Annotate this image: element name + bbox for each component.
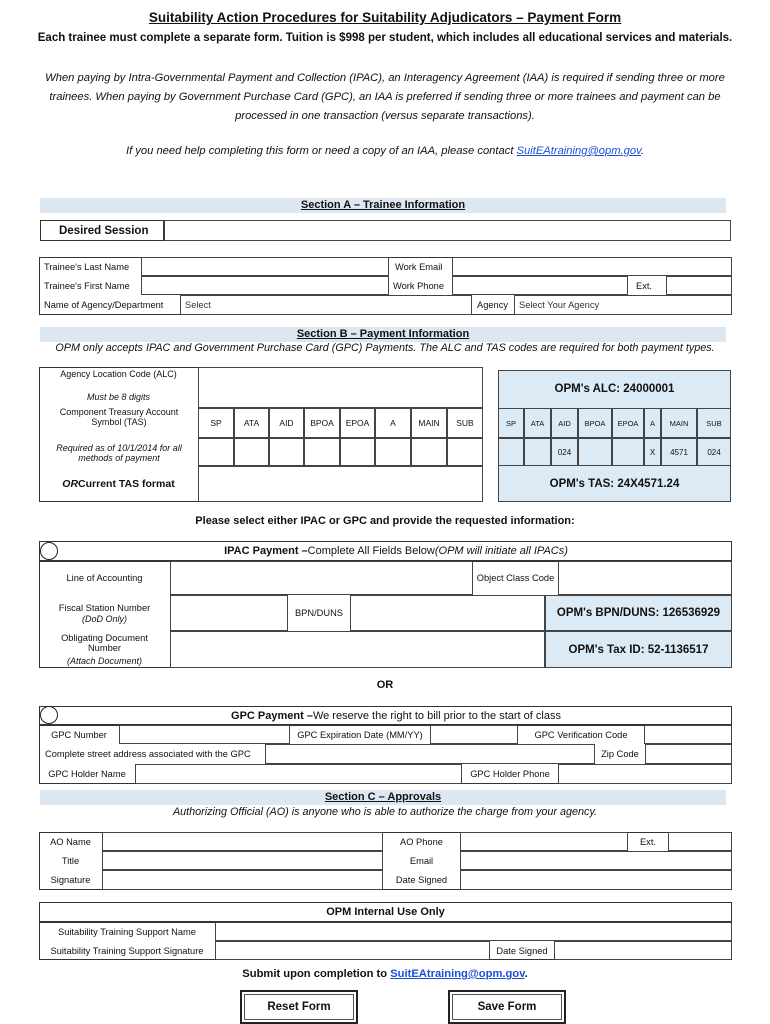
opm-col-main: MAIN: [661, 408, 697, 438]
section-b-note: OPM only accepts IPAC and Government Purchase Card (GPC) Payments. The ALC and TAS codes are required for both payment types.: [55, 342, 715, 354]
section-c-heading: [40, 790, 726, 805]
gpc-expiration-label: GPC Expiration Date (MM/YY): [297, 729, 423, 740]
desired-session-label: Desired Session: [40, 220, 164, 241]
ao-name-label: AO Name: [50, 836, 91, 847]
reset-form-button[interactable]: Reset Form: [240, 990, 358, 1024]
oblig-input[interactable]: [170, 631, 545, 668]
ao-date-label: Date Signed: [395, 875, 448, 885]
tas-col-sp: SP: [198, 408, 234, 438]
opm-cell-ata: [524, 438, 551, 466]
support-name-input[interactable]: [215, 922, 732, 941]
ao-ext-input[interactable]: [668, 832, 732, 851]
first-name-input[interactable]: [141, 276, 389, 295]
opm-col-sp: SP: [498, 408, 524, 438]
object-class-input[interactable]: [558, 561, 732, 595]
opm-cell-main: 4571: [661, 438, 697, 466]
ao-title-input[interactable]: [102, 851, 383, 870]
gpc-number-input[interactable]: [119, 725, 290, 744]
opm-col-bpoa: BPOA: [578, 408, 612, 438]
last-name-input[interactable]: [141, 257, 389, 276]
support-date-input[interactable]: [554, 941, 732, 960]
tas-cell-sub[interactable]: [447, 438, 483, 466]
gpc-zip-label: Zip Code: [601, 749, 639, 759]
ext-input[interactable]: [666, 276, 732, 295]
gpc-expiration-input[interactable]: [430, 725, 518, 744]
tas-col-main: MAIN: [411, 408, 447, 438]
support-signature-input[interactable]: [215, 941, 490, 960]
support-date-label: Date Signed: [496, 945, 548, 956]
ao-email-label: Email: [409, 855, 434, 866]
opm-col-sub: SUB: [697, 408, 731, 438]
line-accounting-label: Line of Accounting: [66, 573, 143, 583]
gpc-holder-name-input[interactable]: [135, 764, 462, 784]
gpc-zip-input[interactable]: [645, 744, 732, 764]
line-accounting-input[interactable]: [170, 561, 473, 595]
or-separator: OR: [376, 679, 394, 691]
opm-cell-a: X: [644, 438, 661, 466]
opm-alc: OPM's ALC: 24000001: [554, 383, 675, 395]
tas-cell-a[interactable]: [375, 438, 411, 466]
submit-email-link[interactable]: SuitEAtraining@opm.gov: [390, 968, 525, 980]
submit-end: .: [524, 968, 528, 980]
desired-session-input[interactable]: [164, 220, 731, 241]
tas-col-ata: ATA: [234, 408, 269, 438]
tas-columns: [198, 408, 483, 466]
help-email-link[interactable]: SuitEAtraining@opm.gov: [516, 145, 641, 157]
submit-line: [0, 968, 770, 980]
ao-phone-input[interactable]: [460, 832, 628, 851]
last-name-label: Trainee's Last Name: [44, 261, 130, 272]
opm-col-epoa: EPOA: [612, 408, 644, 438]
alc-note: Must be 8 digits: [86, 392, 151, 402]
tas-col-epoa: EPOA: [340, 408, 375, 438]
tas-cell-bpoa[interactable]: [304, 438, 340, 466]
save-form-button[interactable]: Save Form: [448, 990, 566, 1024]
alc-input[interactable]: [198, 367, 483, 408]
select-prompt: Please select either IPAC or GPC and provide the requested information:: [195, 515, 575, 527]
gpc-number-label: GPC Number: [51, 729, 107, 740]
current-tas-input[interactable]: [198, 466, 483, 502]
support-name-label: Suitability Training Support Name: [58, 926, 196, 937]
ao-name-input[interactable]: [102, 832, 383, 851]
section-c-note: Authorizing Official (AO) is anyone who is able to authorize the charge from your agency.: [172, 806, 598, 818]
or-tas-label: [39, 466, 198, 502]
ipac-heading-rest: Complete All Fields Below: [307, 545, 435, 557]
oblig-label: Obligating Document Number: [61, 633, 148, 653]
gpc-holder-phone-label: GPC Holder Phone: [470, 769, 550, 779]
gpc-address-label: Complete street address associated with the GPC: [45, 749, 251, 759]
agency-dept-label: Name of Agency/Department: [44, 300, 164, 310]
ext-label: Ext.: [636, 280, 653, 291]
work-email-label: Work Email: [395, 261, 443, 272]
ipac-heading-bold: IPAC Payment –: [224, 545, 308, 557]
agency-dept-select[interactable]: Select: [180, 295, 472, 315]
opm-cell-aid: 024: [551, 438, 578, 466]
bpn-label: BPN/DUNS: [294, 608, 344, 618]
ao-date-input[interactable]: [460, 870, 732, 890]
agency-label: Agency: [477, 300, 509, 310]
gpc-holder-name-label: GPC Holder Name: [48, 769, 126, 779]
section-a-heading: [40, 198, 726, 213]
tas-cell-aid[interactable]: [269, 438, 304, 466]
help-text: If you need help completing this form or need a copy of an IAA, please contact: [125, 145, 517, 157]
opm-tas-columns: [498, 408, 731, 466]
gpc-address-input[interactable]: [265, 744, 595, 764]
ipac-heading-it: (OPM will initiate all IPACs): [434, 545, 568, 557]
agency-select[interactable]: Select Your Agency: [514, 295, 732, 315]
section-b-heading: [40, 327, 726, 342]
ao-email-input[interactable]: [460, 851, 732, 870]
tas-cell-sp[interactable]: [198, 438, 234, 466]
or-tas-or: OR: [62, 478, 79, 490]
tas-col-sub: SUB: [447, 408, 483, 438]
submit-text: Submit upon completion to: [242, 968, 391, 980]
opm-col-a: A: [644, 408, 661, 438]
support-signature-label: Suitability Training Support Signature: [50, 945, 204, 956]
ao-phone-label: AO Phone: [400, 836, 443, 847]
tas-cell-epoa[interactable]: [340, 438, 375, 466]
opm-cell-epoa: [612, 438, 644, 466]
opm-tax-id: OPM's Tax ID: 52-1136517: [545, 631, 732, 668]
tas-col-a: A: [375, 408, 411, 438]
fiscal-label: Fiscal Station Number: [58, 603, 151, 613]
work-phone-label: Work Phone: [393, 280, 444, 291]
internal-heading: OPM Internal Use Only: [39, 902, 732, 922]
work-phone-input[interactable]: [452, 276, 628, 295]
object-class-label: Object Class Code: [476, 573, 555, 583]
help-end: .: [640, 145, 644, 157]
oblig-note: (Attach Document): [66, 655, 143, 666]
gpc-holder-phone-input[interactable]: [558, 764, 732, 784]
tas-col-aid: AID: [269, 408, 304, 438]
gpc-heading: [60, 706, 732, 725]
gpc-verification-label: GPC Verification Code: [534, 729, 628, 740]
ao-title-label: Title: [61, 855, 80, 866]
bpn-input[interactable]: [350, 595, 545, 631]
ipac-radio[interactable]: [40, 542, 58, 560]
opm-col-aid: AID: [551, 408, 578, 438]
opm-col-ata: ATA: [524, 408, 551, 438]
fiscal-note: (DoD Only): [81, 614, 127, 624]
tas-note: Required as of 10/1/2014 for all methods of payment: [56, 443, 182, 463]
intro-paragraph: When paying by Intra-Governmental Payment and Collection (IPAC), an Interagency Agreement (IAA) is required if sending three or more trainees. When paying by Government Purchase Card (GPC), an IAA is preferred if sending three or more trainees and payment can be processed in one transaction (versus separate transactions).: [45, 72, 725, 122]
opm-cell-bpoa: [578, 438, 612, 466]
opm-bpn: OPM's BPN/DUNS: 126536929: [545, 595, 732, 631]
tas-cell-ata[interactable]: [234, 438, 269, 466]
help-line: [0, 145, 770, 157]
opm-tas: OPM's TAS: 24X4571.24: [549, 478, 680, 490]
fiscal-input[interactable]: [170, 595, 288, 631]
form-title: Suitability Action Procedures for Suitability Adjudicators – Payment Form: [148, 10, 622, 25]
ao-signature-label: Signature: [50, 875, 91, 885]
gpc-radio[interactable]: [40, 706, 58, 724]
or-tas-rest: Current TAS format: [78, 478, 175, 490]
work-email-input[interactable]: [452, 257, 732, 276]
alc-label: Agency Location Code (ALC): [60, 369, 177, 379]
gpc-verification-input[interactable]: [644, 725, 732, 744]
opm-cell-sp: [498, 438, 524, 466]
tas-cell-main[interactable]: [411, 438, 447, 466]
section-a-title: Section A – Trainee Information: [300, 199, 466, 211]
form-subtitle: Each trainee must complete a separate form. Tuition is $998 per student, which includes all educational services and materials.: [37, 32, 733, 44]
gpc-heading-rest: We reserve the right to bill prior to the start of class: [312, 709, 561, 722]
section-c-title: Section C – Approvals: [324, 791, 442, 803]
tas-col-bpoa: BPOA: [304, 408, 340, 438]
ao-ext-label: Ext.: [639, 836, 656, 847]
tas-label: Component Treasury Account Symbol (TAS): [59, 407, 179, 427]
first-name-label: Trainee's First Name: [44, 280, 130, 291]
ao-signature-input[interactable]: [102, 870, 383, 890]
opm-cell-sub: 024: [697, 438, 731, 466]
section-b-title: Section B – Payment Information: [296, 328, 470, 340]
gpc-heading-bold: GPC Payment –: [231, 709, 313, 722]
ipac-heading: [60, 541, 732, 561]
